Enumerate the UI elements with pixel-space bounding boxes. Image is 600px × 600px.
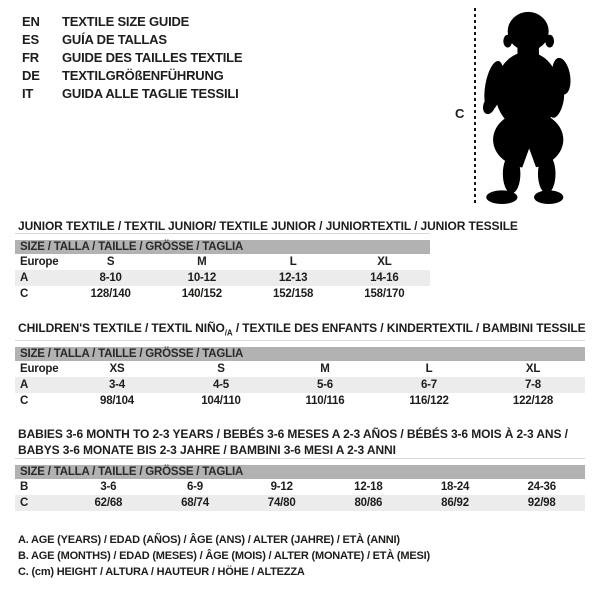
age-cell: 4-5 (212, 379, 230, 391)
row-label: A (20, 272, 29, 284)
language-code: EN (22, 13, 40, 29)
babies-heading-line1: BABIES 3-6 MONTH TO 2-3 YEARS / BEBÉS 3-6 MESES A 2-3 AÑOS / BÉBÉS 3-6 MOIS À 2-3 ANS / (18, 427, 568, 441)
children-size-table (15, 340, 585, 409)
table-row-age (15, 377, 585, 393)
age-cell: 6-9 (186, 481, 204, 493)
table-row-age (15, 270, 430, 286)
height-cell: 116/122 (409, 395, 449, 407)
babies-heading-line2: BABYS 3-6 MONATE BIS 2-3 JAHRE / BAMBINI 3-6 MESI A 2-3 ANNI (18, 443, 396, 457)
toddler-silhouette (482, 6, 590, 206)
height-cell: 74/80 (267, 497, 296, 509)
height-measure-dotted-line (474, 8, 476, 205)
language-row-de (22, 66, 242, 84)
footnotes (18, 532, 430, 580)
row-label: Europe (20, 363, 59, 375)
table-top-rule (15, 458, 585, 459)
children-section-heading (18, 321, 586, 337)
age-cell: 6-7 (420, 379, 438, 391)
language-title: TEXTILGRÖßENFÜHRUNG (62, 67, 224, 83)
height-cell: 68/74 (181, 497, 209, 509)
height-cell: 158/170 (364, 288, 405, 300)
babies-size-table (15, 458, 585, 511)
height-cell: 122/128 (512, 395, 554, 407)
language-code: FR (22, 49, 39, 65)
size-cell: M (197, 256, 207, 268)
height-cell: 140/152 (181, 288, 222, 300)
age-cell: 8-10 (99, 272, 122, 284)
children-heading-subscript: /A (224, 328, 233, 338)
table-row-age-months (15, 479, 585, 495)
table-top-rule (15, 340, 585, 341)
babies-section-heading (18, 426, 568, 458)
age-cell: 14-16 (370, 272, 399, 284)
footnote-c: C. (cm) HEIGHT / ALTURA / HAUTEUR / HÖHE / ALTEZZA (18, 566, 305, 578)
age-cell: 5-6 (316, 379, 334, 391)
age-cell: 12-13 (278, 272, 308, 284)
age-cell: 7-8 (524, 379, 542, 391)
age-cell: 24-36 (527, 481, 556, 493)
children-heading-text: CHILDREN'S TEXTILE / TEXTIL NIÑO (18, 321, 225, 335)
table-top-rule (15, 233, 430, 234)
size-cell: XL (525, 363, 541, 375)
language-title: GUIDA ALLE TAGLIE TESSILI (62, 85, 239, 101)
language-title: TEXTILE SIZE GUIDE (62, 13, 190, 29)
size-header-bar: SIZE / TALLA / TAILLE / GRÖSSE / TAGLIA (15, 465, 585, 479)
language-code: IT (22, 85, 34, 101)
height-cell: 62/68 (94, 497, 123, 509)
row-label: C (20, 497, 29, 509)
age-cell: 10-12 (187, 272, 217, 284)
size-cell: S (217, 363, 225, 375)
table-row-height (15, 393, 585, 409)
table-row-europe (15, 361, 585, 377)
children-heading-text: / TEXTILE DES ENFANTS / KINDERTEXTIL / BAMBINI TESSILE (232, 321, 586, 335)
size-cell: S (106, 256, 115, 268)
table-row-height (15, 286, 430, 302)
row-label: C (20, 395, 29, 407)
language-title: GUÍA DE TALLAS (62, 31, 167, 47)
age-cell: 9-12 (270, 481, 293, 493)
height-cell: 104/110 (201, 395, 241, 407)
size-cell: M (320, 363, 330, 375)
height-cell: 98/104 (100, 395, 134, 407)
row-label: B (20, 481, 29, 493)
table-row-europe (15, 254, 430, 270)
height-cell: 86/92 (441, 497, 469, 509)
language-code: DE (22, 67, 40, 83)
height-measure-label-c: C (455, 106, 465, 121)
height-cell: 92/98 (527, 497, 556, 509)
language-row-fr (22, 48, 242, 66)
height-cell: 80/86 (354, 497, 383, 509)
language-row-en (22, 12, 242, 30)
age-cell: 3-4 (108, 379, 126, 391)
language-code: ES (22, 31, 39, 47)
language-title: GUIDE DES TAILLES TEXTILE (62, 49, 243, 65)
table-row-height (15, 495, 585, 511)
footnote-b: B. AGE (MONTHS) / EDAD (MESES) / ÂGE (MOIS) / ALTER (MONATE) / ETÀ (MESI) (18, 550, 430, 562)
junior-section-heading: JUNIOR TEXTILE / TEXTIL JUNIOR/ TEXTILE JUNIOR / JUNIORTEXTIL / JUNIOR TESSILE (18, 219, 518, 233)
size-cell: XS (109, 363, 125, 375)
height-cell: 128/140 (90, 288, 131, 300)
size-cell: XL (377, 256, 392, 268)
age-cell: 18-24 (440, 481, 470, 493)
row-label: A (20, 379, 29, 391)
height-cell: 110/116 (305, 395, 345, 407)
age-cell: 3-6 (100, 481, 117, 493)
size-header-bar: SIZE / TALLA / TAILLE / GRÖSSE / TAGLIA (15, 240, 430, 254)
language-row-es (22, 30, 242, 48)
size-cell: L (289, 256, 297, 268)
size-header-bar: SIZE / TALLA / TAILLE / GRÖSSE / TAGLIA (15, 347, 585, 361)
height-cell: 152/158 (273, 288, 314, 300)
row-label: C (20, 288, 29, 300)
row-label: Europe (20, 256, 59, 268)
language-row-it (22, 84, 242, 102)
size-cell: L (425, 363, 433, 375)
junior-size-table (15, 233, 430, 302)
footnote-a: A. AGE (YEARS) / EDAD (AÑOS) / ÂGE (ANS) / ALTER (JAHRE) / ETÀ (ANNI) (18, 534, 400, 546)
age-cell: 12-18 (354, 481, 383, 493)
language-title-list (22, 12, 242, 102)
